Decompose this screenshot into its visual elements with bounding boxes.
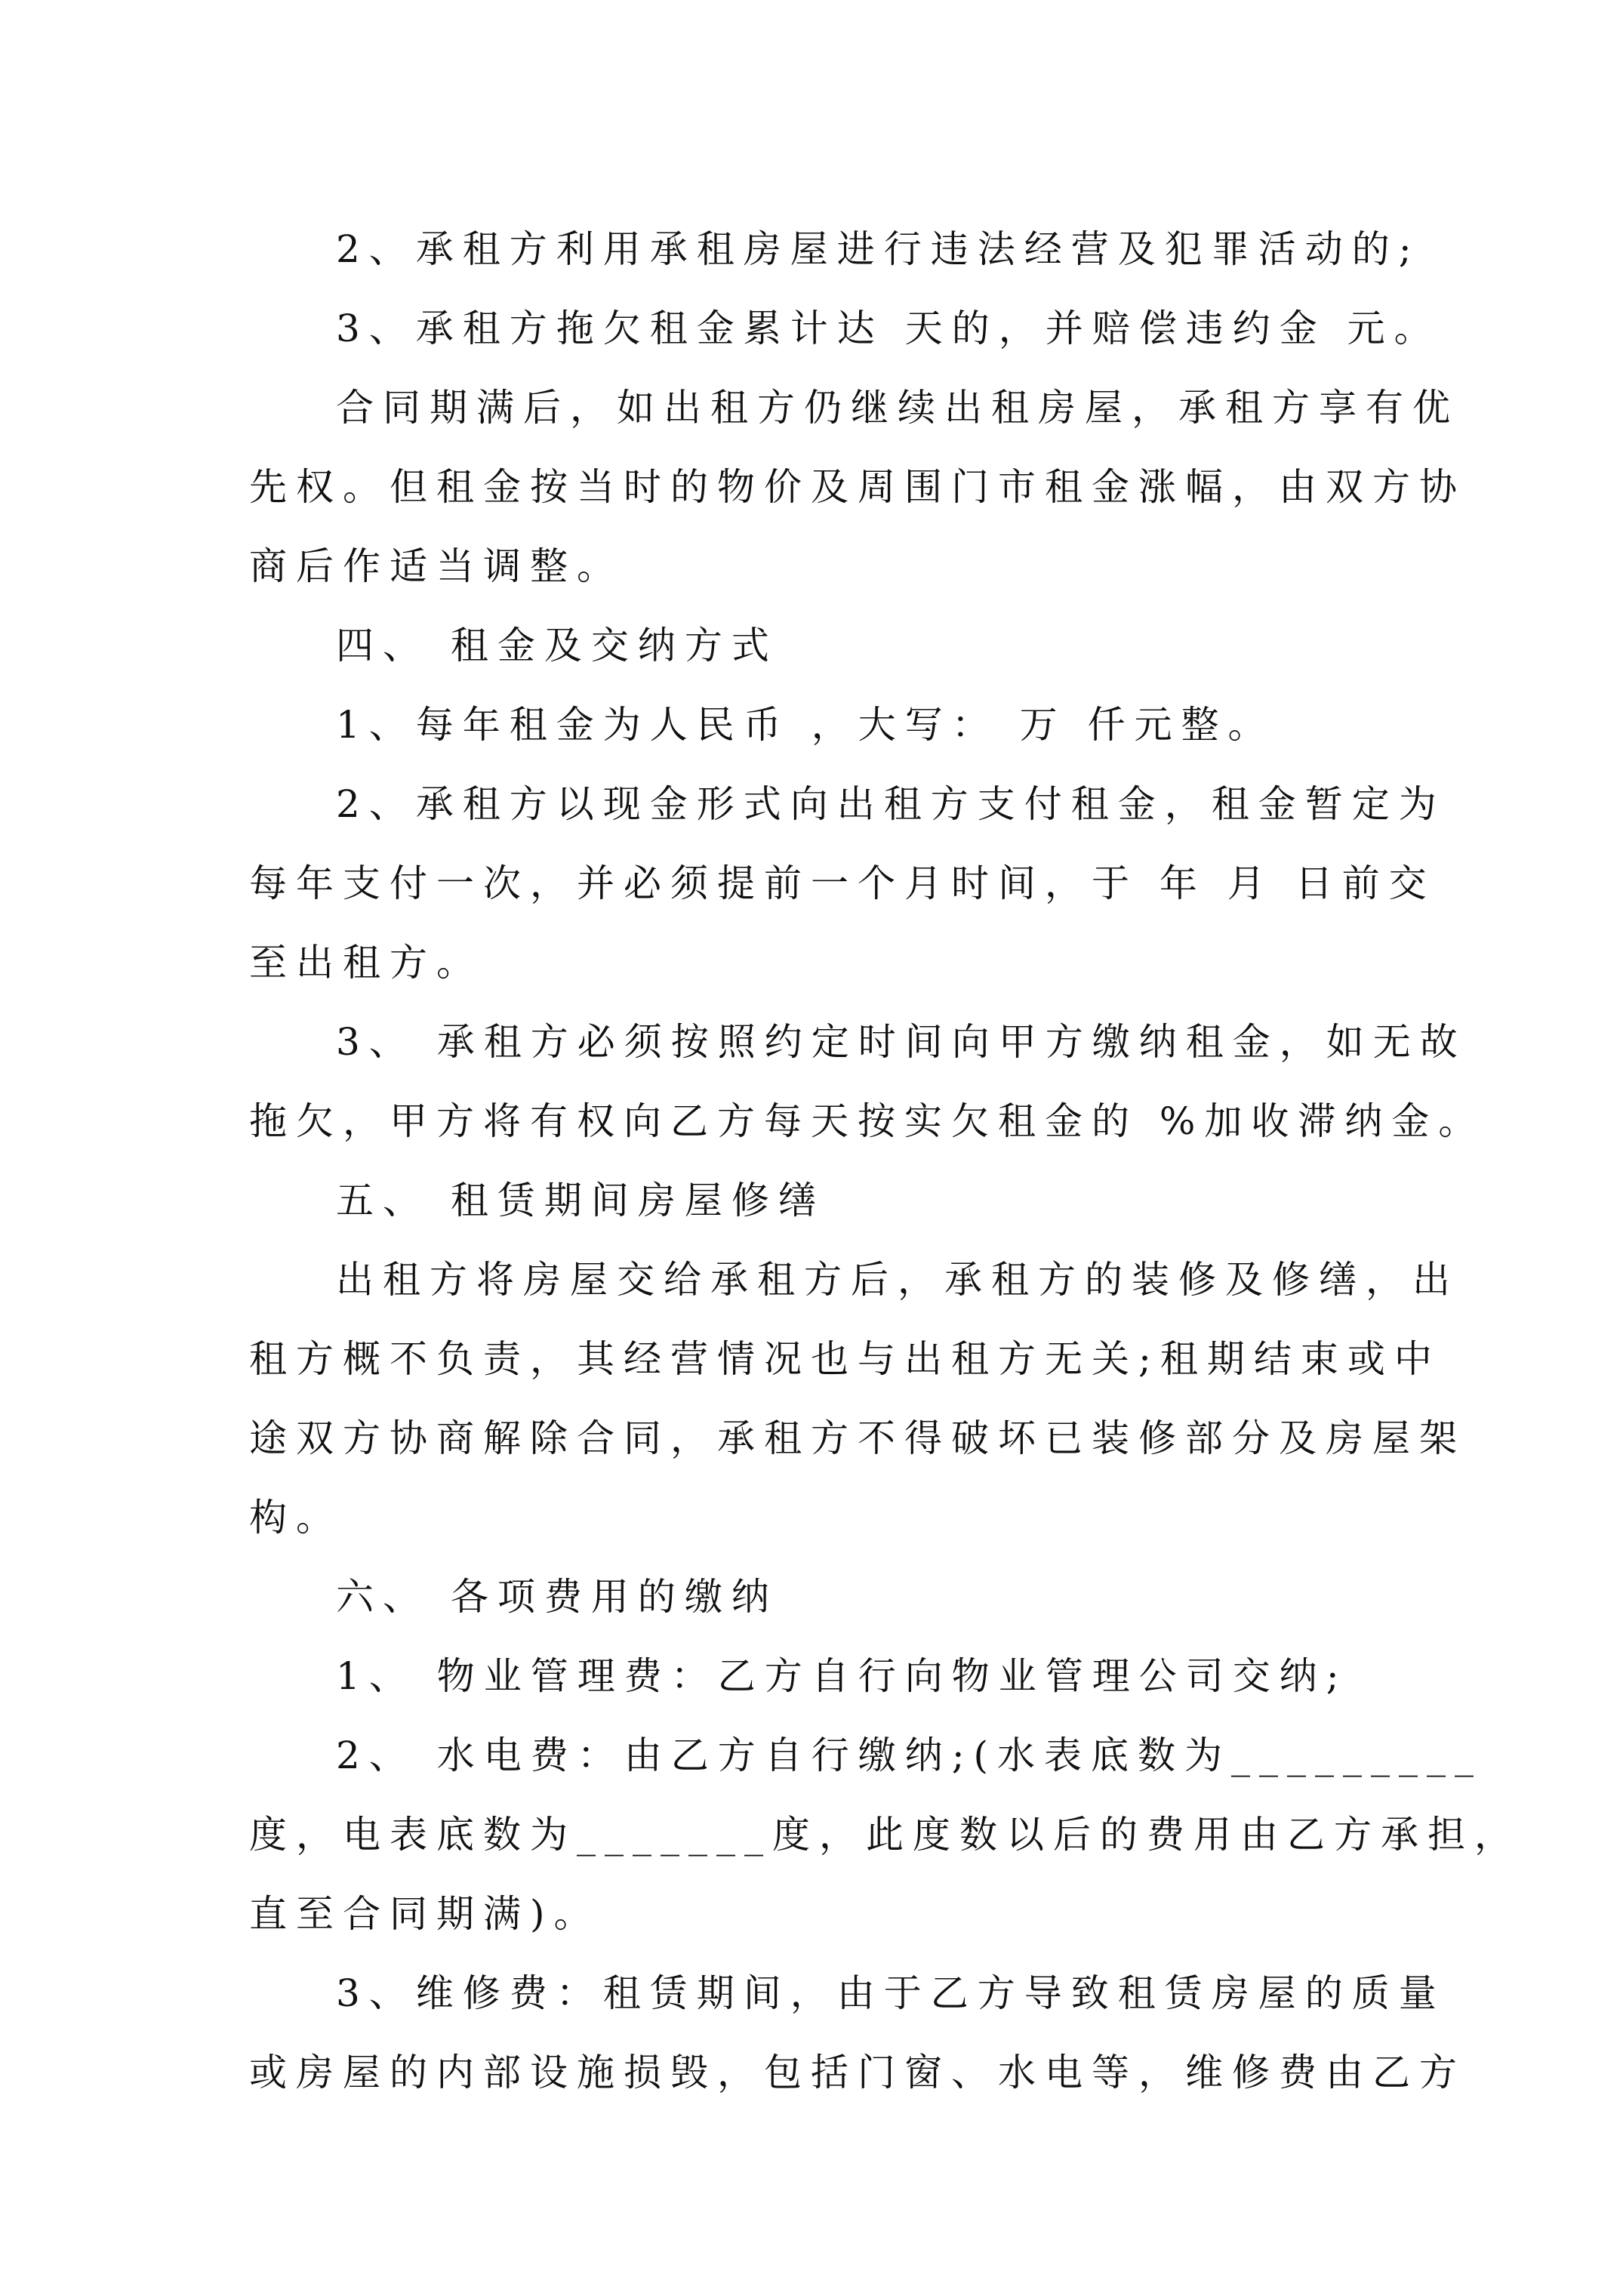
clause-line: 1、 物业管理费：乙方自行向物业管理公司交纳; bbox=[336, 1654, 1348, 1698]
paragraph-line: 商后作适当调整。 bbox=[249, 544, 624, 588]
clause-line: 2、 水电费：由乙方自行缴纳;(水表底数为_________ bbox=[336, 1734, 1483, 1777]
clause-line: 直至合同期满)。 bbox=[249, 1892, 601, 1936]
section-heading: 四、 租金及交纳方式 bbox=[336, 624, 778, 667]
paragraph-line: 租方概不负责，其经营情况也与出租方无关;租期结束或中 bbox=[249, 1337, 1441, 1381]
clause-line: 拖欠，甲方将有权向乙方每天按实欠租金的 %加收滞纳金。 bbox=[249, 1099, 1486, 1143]
clause-line: 3、承租方拖欠租金累计达 天的，并赔偿违约金 元。 bbox=[336, 307, 1441, 350]
clause-line: 2、承租方利用承租房屋进行违法经营及犯罪活动的; bbox=[336, 227, 1421, 271]
paragraph-line: 途双方协商解除合同，承租方不得破坏已装修部分及房屋架 bbox=[249, 1416, 1466, 1460]
section-heading: 六、 各项费用的缴纳 bbox=[336, 1575, 778, 1619]
clause-line: 3、维修费：租赁期间，由于乙方导致租赁房屋的质量 bbox=[336, 1971, 1446, 2015]
paragraph-line: 出租方将房屋交给承租方后，承租方的装修及修缮，出 bbox=[336, 1258, 1459, 1302]
clause-line: 2、承租方以现金形式向出租方支付租金，租金暂定为 bbox=[336, 782, 1446, 826]
paragraph-line: 合同期满后，如出租方仍继续出租房屋，承租方享有优 bbox=[336, 386, 1459, 430]
section-heading: 五、 租赁期间房屋修缮 bbox=[336, 1179, 825, 1222]
clause-line: 度，电表底数为_______度，此度数以后的费用由乙方承担， bbox=[249, 1813, 1521, 1857]
paragraph-line: 构。 bbox=[249, 1496, 343, 1539]
clause-line: 1、每年租金为人民币 ，大写： 万 仟元整。 bbox=[336, 703, 1275, 747]
clause-line: 3、 承租方必须按照约定时间向甲方缴纳租金，如无故 bbox=[336, 1020, 1467, 1064]
paragraph-line: 先权。但租金按当时的物价及周围门市租金涨幅，由双方协 bbox=[249, 465, 1466, 509]
clause-line: 每年支付一次，并必须提前一个月时间，于 年 月 日前交 bbox=[249, 861, 1436, 905]
clause-line: 或房屋的内部设施损毁，包括门窗、水电等，维修费由乙方 bbox=[249, 2051, 1466, 2094]
clause-line: 至出租方。 bbox=[249, 941, 483, 985]
